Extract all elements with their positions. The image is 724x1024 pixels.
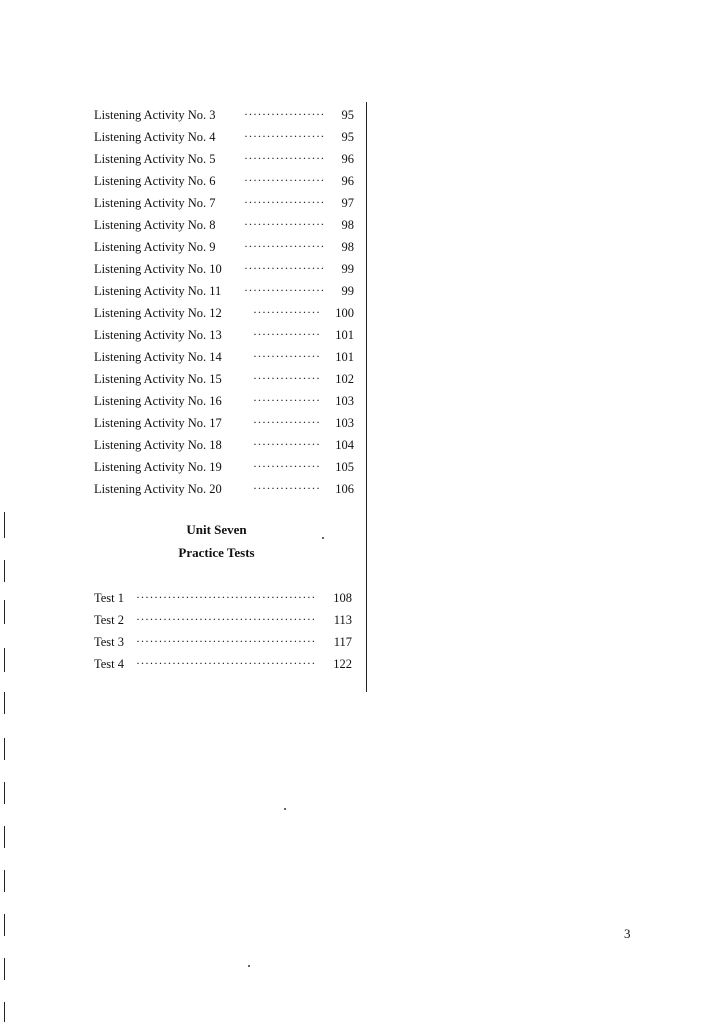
entry-page-number: 96 xyxy=(341,174,354,188)
entry-page-number: 102 xyxy=(335,372,354,386)
margin-rule xyxy=(4,738,5,760)
toc-entry xyxy=(94,258,354,280)
entry-page-number: 103 xyxy=(335,394,354,408)
toc-entry xyxy=(94,631,352,653)
toc-entry xyxy=(94,148,354,170)
margin-rule xyxy=(4,870,5,892)
entry-page-number: 96 xyxy=(341,152,354,166)
dot-leader: ·················· xyxy=(244,217,325,231)
toc-entry xyxy=(94,346,354,368)
toc-entry xyxy=(94,236,354,258)
dot-leader: ·················· xyxy=(244,239,325,253)
toc-entry xyxy=(94,434,354,456)
entry-label: Listening Activity No. 3 xyxy=(94,108,216,122)
entry-page-number: 95 xyxy=(341,130,354,144)
dot-leader: ··············· xyxy=(253,393,321,407)
dot-leader: ·················· xyxy=(244,283,325,297)
entry-page-number: 98 xyxy=(341,240,354,254)
entry-page-number: 99 xyxy=(341,284,354,298)
toc-entry xyxy=(94,390,354,412)
entry-label: Listening Activity No. 7 xyxy=(94,196,216,210)
dot-leader: ·················· xyxy=(244,129,325,143)
entry-page-number: 106 xyxy=(335,482,354,496)
entry-label: Listening Activity No. 13 xyxy=(94,328,222,342)
toc-entry xyxy=(94,192,354,214)
dot-leader: ··············· xyxy=(253,415,321,429)
entry-label: Listening Activity No. 12 xyxy=(94,306,222,320)
entry-label: Listening Activity No. 16 xyxy=(94,394,222,408)
dot-leader: ··············· xyxy=(253,371,321,385)
entry-label: Listening Activity No. 11 xyxy=(94,284,222,298)
dot-leader: ··············· xyxy=(253,327,321,341)
entry-label: Listening Activity No. 15 xyxy=(94,372,222,386)
entry-page-number: 98 xyxy=(341,218,354,232)
dot-leader: ········································ xyxy=(136,634,316,648)
entry-label: Listening Activity No. 8 xyxy=(94,218,216,232)
unit-subtitle: Practice Tests xyxy=(178,545,255,560)
entry-page-number: 103 xyxy=(335,416,354,430)
dot-leader: ·················· xyxy=(244,173,325,187)
toc-entry xyxy=(94,324,354,346)
entry-page-number: 117 xyxy=(333,635,352,649)
toc-entry xyxy=(94,478,354,500)
entry-label: Test 2 xyxy=(94,613,125,627)
dot-leader: ·················· xyxy=(244,151,325,165)
listening-activities-list xyxy=(94,104,354,500)
margin-rule xyxy=(4,782,5,804)
entry-label: Listening Activity No. 14 xyxy=(94,350,222,364)
entry-label: Listening Activity No. 18 xyxy=(94,438,222,452)
toc-entry xyxy=(94,368,354,390)
dot-leader: ··············· xyxy=(253,459,321,473)
entry-page-number: 113 xyxy=(333,613,352,627)
scan-speck xyxy=(248,965,250,967)
entry-page-number: 101 xyxy=(335,328,354,342)
toc-entry xyxy=(94,104,354,126)
entry-page-number: 108 xyxy=(333,591,352,605)
toc-entry xyxy=(94,653,352,675)
margin-rule xyxy=(4,1002,5,1022)
entry-label: Test 3 xyxy=(94,635,125,649)
margin-rule xyxy=(4,958,5,980)
margin-rule xyxy=(4,692,5,714)
toc-entry xyxy=(94,609,352,631)
margin-rule xyxy=(4,560,5,582)
margin-rule xyxy=(4,648,5,672)
entry-page-number: 100 xyxy=(335,306,354,320)
dot-leader: ··············· xyxy=(253,305,321,319)
dot-leader: ········································ xyxy=(136,656,316,670)
toc-entry xyxy=(94,280,354,302)
entry-page-number: 97 xyxy=(341,196,354,210)
scan-speck xyxy=(322,537,324,539)
entry-label: Test 1 xyxy=(94,591,125,605)
toc-entry xyxy=(94,170,354,192)
toc-entry xyxy=(94,587,352,609)
margin-rule xyxy=(4,512,5,538)
toc-entry xyxy=(94,456,354,478)
dot-leader: ········································ xyxy=(136,590,316,604)
dot-leader: ·················· xyxy=(244,261,325,275)
margin-rule xyxy=(4,914,5,936)
entry-label: Listening Activity No. 20 xyxy=(94,482,222,496)
entry-page-number: 101 xyxy=(335,350,354,364)
entry-page-number: 105 xyxy=(335,460,354,474)
dot-leader: ··············· xyxy=(253,437,321,451)
toc-entry xyxy=(94,302,354,324)
dot-leader: ·················· xyxy=(244,107,325,121)
scan-speck xyxy=(284,808,286,810)
dot-leader: ·················· xyxy=(244,195,325,209)
entry-page-number: 95 xyxy=(341,108,354,122)
entry-label: Listening Activity No. 5 xyxy=(94,152,216,166)
entry-label: Test 4 xyxy=(94,657,125,671)
entry-page-number: 99 xyxy=(341,262,354,276)
entry-label: Listening Activity No. 6 xyxy=(94,174,216,188)
entry-label: Listening Activity No. 9 xyxy=(94,240,216,254)
entry-label: Listening Activity No. 4 xyxy=(94,130,216,144)
practice-tests-list xyxy=(94,587,352,675)
dot-leader: ··············· xyxy=(253,481,321,495)
toc-entry xyxy=(94,412,354,434)
dot-leader: ··············· xyxy=(253,349,321,363)
unit-title: Unit Seven xyxy=(186,522,247,537)
dot-leader: ········································ xyxy=(136,612,316,626)
margin-rule xyxy=(4,600,5,624)
page-number: 3 xyxy=(624,926,631,941)
entry-page-number: 104 xyxy=(335,438,354,452)
toc-entry xyxy=(94,214,354,236)
column-rule xyxy=(366,102,367,692)
entry-label: Listening Activity No. 17 xyxy=(94,416,222,430)
entry-label: Listening Activity No. 10 xyxy=(94,262,222,276)
margin-rule xyxy=(4,826,5,848)
toc-entry xyxy=(94,126,354,148)
entry-label: Listening Activity No. 19 xyxy=(94,460,222,474)
entry-page-number: 122 xyxy=(333,657,352,671)
